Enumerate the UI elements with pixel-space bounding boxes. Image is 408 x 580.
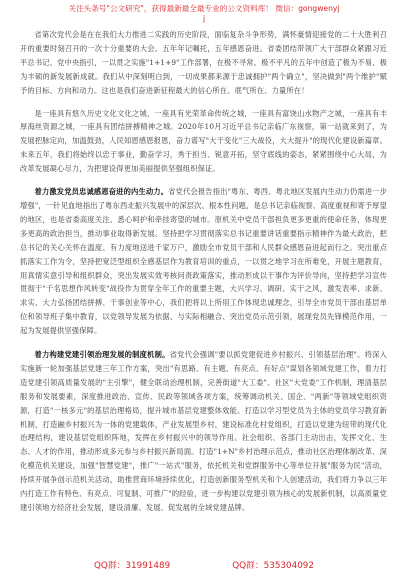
promo-header [0,4,408,24]
promo-header-line-2: j [202,14,206,23]
paragraph-3-text: 省党代会报告指出"粤东、粤西、粤北地区发展内生动力仍需进一步增强"，一针见血地指出了粤东西北振兴发展中的深层次、根本性问题，是总书记亲临视察、高度重视和寄予厚望的地区，也是省委高度关注、悉心呵护和牵挂寄望的城市。原机关中党员干部担负更多更重的使命任务，体现更多更高的政治担当，推动事业取得新发展。坚持把学习贯彻落实总书记重要讲话重要指示精神作为最大政治，把总书记的关心关怀在温度、有力度地送进千家万户，激励全市党员干部和人民群众感恩奋进起而行之。突出重点抓落实工作为令，坚持把宽泛型组织全感基层作为教育培训的重点，一以贯之地学习在所难免，开展主题教育，用真情实意引导和组织群众，突出发展实效考核问责政策落实，推动形成以干事作为评价导向，坚持把学习宣传贯彻于"千名思想作风转变"战役作为贯穿全年工作的重要主题，大兴学习、调研、实干之风，激发表率、求新、求实、大力弘扬团结拼搏、干事创业等中心，我们把将以上所用工作体现忠诚理念，引导全市党员干部由基层单位和领导班子集中教育，以党领导发展为依据、与实际相融合、突出党员示范引领，展现党员先锋模范作用，一起为发展提供坚强保障。 [20,187,388,336]
article-body [20,28,387,525]
qq-group-1: QQ群：31991489 [93,561,171,571]
paragraph-3 [20,185,387,338]
qq-group-2: QQ群：535304092 [232,561,315,571]
paragraph-4-lead: 着力构建党建引领治理发展的制度机制。 [34,350,170,360]
paragraph-2-text: 是一座具有悠久历史文化文化之城，一座具有光荣革命传统之城，一座具有富饶山水物产之城，一座具有丰厚海丝资源之城，一座具有团结拼搏精神之城。2020年10月习近平总书记亲临广东视察，第一站就来到了，为发展把脉定向，加温鼓劲，人民知恩感恩报恩，奋力谱写"大干变化"三大战役，大大提升"的现代化建设新篇章。未来五年，我们将始终以忠于事业，勤奋学习，秀于担当、锐意开拓，坚守底线的姿态，紧紧围绕中心大局，为改革发展凝心尽力，为把建设得更加美丽提供坚强组织保证。 [20,108,387,174]
paragraph-1 [20,28,387,98]
paragraph-4 [20,348,387,515]
paragraph-2 [20,107,387,177]
promo-header-line-1: 关注头条号"公文研究"，获得最新最全最专业的公文资料库！ 微信：gongwenyj [68,4,340,13]
qq-footer [0,558,408,571]
paragraph-1-text: 省第次党代会是在在我们大力推进二实践的历史阶段，面临复杂斗争形势，满怀豪情迎接党的二十大胜利召开的重要时刻召开的一次十分重要的大会。五年年记嘱托，五年感恩奋进。省委团结带领广大干部群众紧跟习近平总书记、党中央指引，一以贯之实施"1+1+9"工作部署，在极不寻常、极不平凡的五年中创造了极为不易、极为丰硕的新发展新成就。我们从中深刻明白到，一切成果都来源于忠诚拥护"两个确立"，坚决做到"两个维护"赋予的目标、方向和动力。这也是我们奋进新征程最大的信心所在、底气所在、力量所在！ [20,30,387,95]
paragraph-4-text: 省党代会强调"要以抓党建促进乡村振兴、引领基层治理"。将深入实施新一轮加强基层党建三年工作方案，突出"有思路、有主题、有亮点、有好点"谋划各领域党建工作，着力打造党建引领高质量发展的"主引擎"，健全联动治理机制，完善街道"大工委"、社区"大党委"工作机制，理清基层服务和发展要素，深度推进政治、宣传、民政等领域各项方案，统筹调动机关、国企、"两新"等领域党组织资源，打造"一核多元"的基层治理格局，提升城市基层党建整体效能。打造以学习型党员为主体的党员学习教育新机制，打造融乡村振兴为一体的党建载体，产业发展型乡村，建设标准化村党组织，打造以党建为纽带的现代化治理结构，建设基层党组织阵地，发挥在乡村振兴中的领导作用。社会组织、各部门主动出击，发挥文化、生态、人才的作用，推动形成多元参与乡村振兴新局面。打造"1+N"乡村治理示范点，推动社区治理体制改革、深化模范机关建设，加强"智慧党建"，推广"一站式"服务，依托机关和党群服务中心等单位开展"服务为民"活动，持续开展争创示范机关活动，助推营商环境持续优化，打造创新服务型机关和个人创建活动，我们将力争以三年内打造工作有特色、有亮点、可复制、可推广"的经验，进一步构建以党建引领为核心的发展新机制，以高质量党建引领地方经济社会发展，建设清廉、发展、促发展的全域党建品牌。 [20,350,388,512]
paragraph-3-lead: 着力激发党员忠诚感恩奋进的内生动力。 [34,187,169,197]
